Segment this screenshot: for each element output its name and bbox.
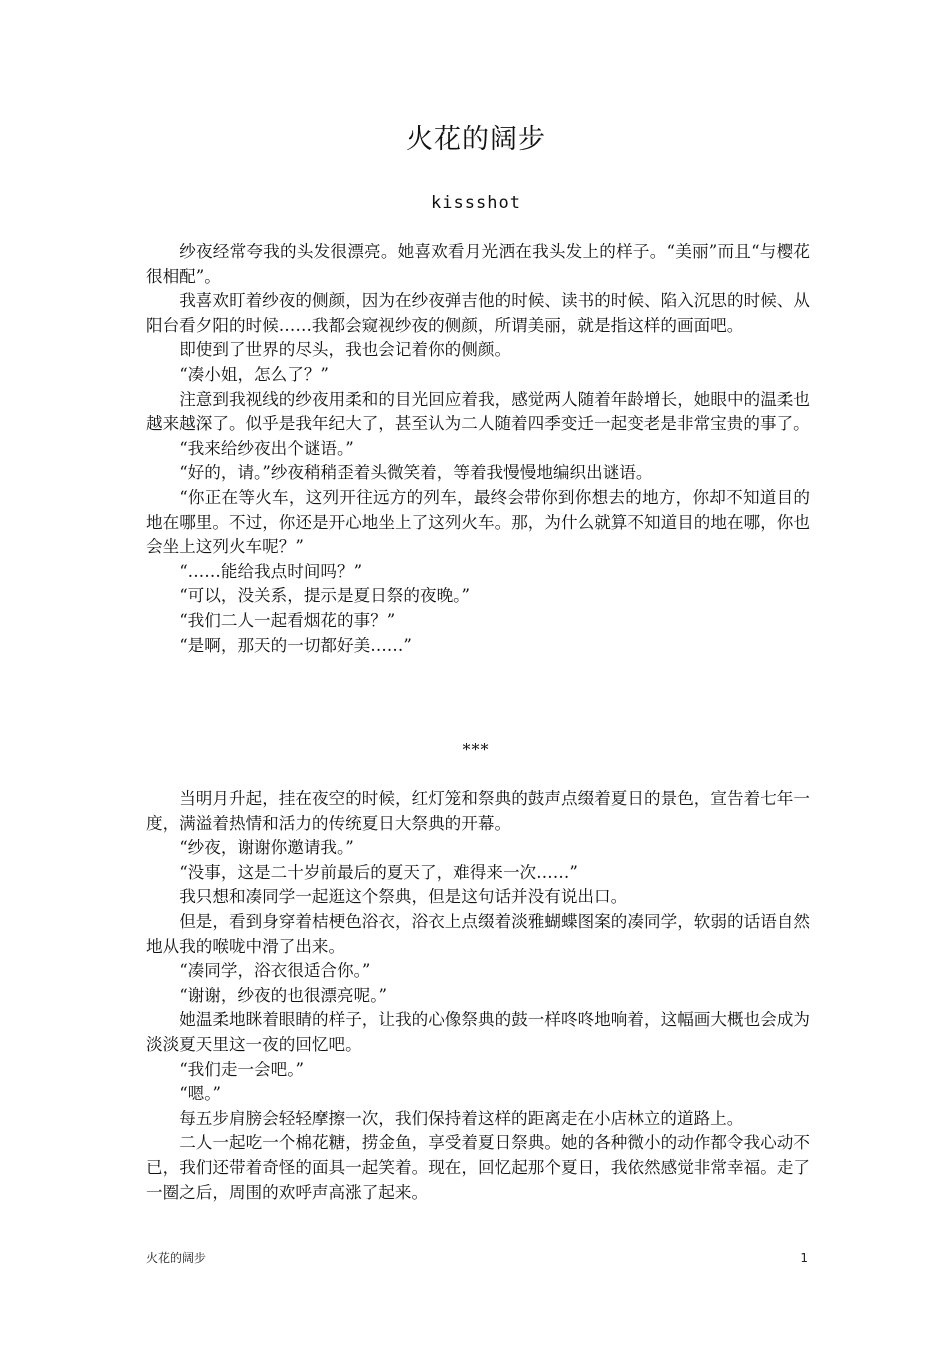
paragraph: “我来给纱夜出个谜语。”: [179, 438, 354, 458]
section-separator: ***: [462, 740, 490, 759]
paragraph: “你正在等火车，这列开往远方的列车，最终会带你到你想去的地方，你却不知道目的地在哪里。不过，你还是开心地坐上了这列火车。那，为什么就算不知道目的地在哪，你也会坐上这列火车呢？”: [146, 487, 810, 557]
paragraph: 当明月升起，挂在夜空的时候，红灯笼和祭典的鼓声点缀着夏日的景色，宣告着七年一度，满溢着热情和活力的传统夏日大祭典的开幕。: [146, 789, 810, 833]
paragraph: “没事，这是二十岁前最后的夏天了，难得来一次……”: [179, 862, 578, 882]
paragraph: “谢谢，纱夜的也很漂亮呢。”: [179, 985, 387, 1005]
paragraph: 纱夜经常夸我的头发很漂亮。她喜欢看月光洒在我头发上的样子。“美丽”而且“与樱花很相配”。: [146, 242, 810, 286]
paragraph: 二人一起吃一个棉花糖，捞金鱼，享受着夏日祭典。她的各种微小的动作都令我心动不已，我们还带着奇怪的面具一起笑着。现在，回忆起那个夏日，我依然感觉非常幸福。走了一圈之后，周围的欢呼声高涨了起来。: [146, 1133, 810, 1202]
paragraph: 每五步肩膀会轻轻摩擦一次，我们保持着这样的距离走在小店林立的道路上。: [179, 1108, 744, 1128]
paragraph: 我喜欢盯着纱夜的侧颜，因为在纱夜弹吉他的时候、读书的时候、陷入沉思的时候、从阳台看夕阳的时候……我都会窥视纱夜的侧颜，所谓美丽，就是指这样的画面吧。: [146, 291, 810, 335]
paragraph: “嗯。”: [179, 1084, 222, 1104]
paragraph: “是啊，那天的一切都好美……”: [179, 635, 412, 655]
page-number: 1: [800, 1251, 808, 1265]
paragraph: 注意到我视线的纱夜用柔和的目光回应着我，感觉两人随着年龄增长，她眼中的温柔也越来越深了。似乎是我年纪大了，甚至认为二人随着四季变迁一起变老是非常宝贵的事了。: [146, 389, 810, 434]
section-1: [146, 240, 810, 658]
document-title: 火花的阔步: [406, 124, 546, 155]
paragraph: 即使到了世界的尽头，我也会记着你的侧颜。: [179, 340, 512, 360]
paragraph: “好的，请。”纱夜稍稍歪着头微笑着，等着我慢慢地编织出谜语。: [179, 463, 653, 483]
paragraph: “可以，没关系，提示是夏日祭的夜晚。”: [179, 586, 470, 606]
paragraph: 但是，看到身穿着桔梗色浴衣，浴衣上点缀着淡雅蝴蝶图案的凑同学，软弱的话语自然地从我的喉咙中滑了出来。: [146, 911, 810, 956]
paragraph: 她温柔地眯着眼睛的样子，让我的心像祭典的鼓一样咚咚地响着，这幅画大概也会成为淡淡夏天里这一夜的回忆吧。: [146, 1010, 810, 1054]
footer-title: 火花的阔步: [146, 1251, 207, 1265]
paragraph: 我只想和凑同学一起逛这个祭典，但是这句话并没有说出口。: [179, 887, 628, 907]
author-name: kissshot: [431, 193, 521, 213]
paragraph: “凑同学，浴衣很适合你。”: [179, 961, 371, 981]
section-2: [146, 787, 810, 1205]
paragraph: “……能给我点时间吗？”: [179, 561, 363, 581]
paragraph: “我们走一会吧。”: [179, 1059, 305, 1079]
paragraph: “我们二人一起看烟花的事？”: [179, 610, 396, 630]
paragraph: “纱夜，谢谢你邀请我。”: [179, 838, 354, 858]
paragraph: “凑小姐，怎么了？”: [179, 364, 329, 384]
